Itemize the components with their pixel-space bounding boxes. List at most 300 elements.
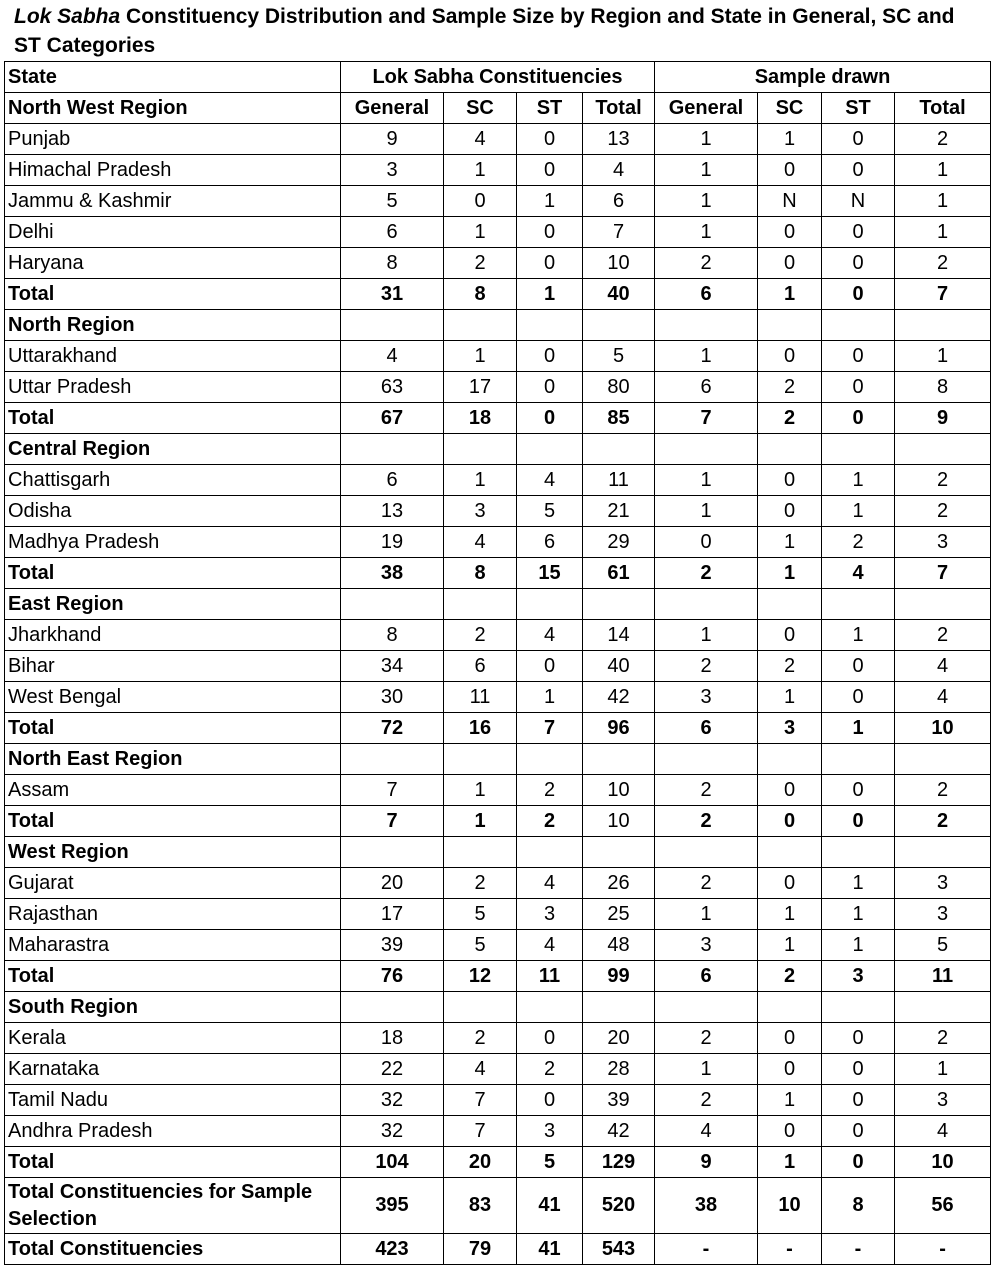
table-cell [895, 992, 991, 1023]
column-header: ST [822, 93, 895, 124]
state-name: Delhi [5, 217, 341, 248]
table-cell: 1 [822, 465, 895, 496]
table-cell: 2 [895, 775, 991, 806]
table-cell: 5 [517, 496, 583, 527]
table-cell [583, 310, 655, 341]
table-cell: 10 [758, 1178, 822, 1234]
total-row [5, 1147, 991, 1178]
table-cell [655, 310, 758, 341]
table-cell: 1 [655, 155, 758, 186]
table-cell: 4 [444, 1054, 517, 1085]
table-cell: 39 [583, 1085, 655, 1116]
state-name: Jharkhand [5, 620, 341, 651]
table-cell: 38 [655, 1178, 758, 1234]
table-cell: 2 [517, 1054, 583, 1085]
table-cell: 31 [341, 279, 444, 310]
table-cell: 0 [758, 1054, 822, 1085]
table-cell: 3 [822, 961, 895, 992]
table-cell: 29 [583, 527, 655, 558]
header-lok-sabha-constituencies: Lok Sabha Constituencies [341, 62, 655, 93]
table-cell: 1 [758, 124, 822, 155]
table-cell: 2 [655, 1023, 758, 1054]
table-cell: 1 [655, 124, 758, 155]
table-cell: 1 [444, 217, 517, 248]
table-cell [517, 744, 583, 775]
table-cell [655, 589, 758, 620]
table-cell: 3 [517, 1116, 583, 1147]
region-label: East Region [5, 589, 341, 620]
table-cell: 26 [583, 868, 655, 899]
table-cell: 32 [341, 1116, 444, 1147]
table-cell [517, 310, 583, 341]
total-label: Total [5, 558, 341, 589]
header-row-columns [5, 93, 991, 124]
table-cell: 8 [822, 1178, 895, 1234]
table-cell: 1 [444, 806, 517, 837]
table-cell: 5 [444, 930, 517, 961]
table-cell [822, 744, 895, 775]
table-cell: 0 [517, 155, 583, 186]
table-cell: 395 [341, 1178, 444, 1234]
table-cell: 4 [341, 341, 444, 372]
table-cell: 1 [895, 186, 991, 217]
table-cell: 1 [517, 279, 583, 310]
table-cell: 0 [822, 775, 895, 806]
table-cell: 1 [758, 930, 822, 961]
table-cell: 9 [655, 1147, 758, 1178]
table-cell: 2 [444, 620, 517, 651]
table-cell: 99 [583, 961, 655, 992]
table-cell: 42 [583, 682, 655, 713]
table-cell [341, 589, 444, 620]
table-cell: 83 [444, 1178, 517, 1234]
table-cell: 14 [583, 620, 655, 651]
table-cell: 4 [583, 155, 655, 186]
table-cell: 6 [655, 372, 758, 403]
table-cell [517, 837, 583, 868]
table-cell: 1 [655, 217, 758, 248]
total-label: Total [5, 1147, 341, 1178]
table-cell: 5 [895, 930, 991, 961]
table-cell: 1 [655, 1054, 758, 1085]
table-cell: 0 [758, 341, 822, 372]
table-cell [341, 744, 444, 775]
state-name: Rajasthan [5, 899, 341, 930]
title-italic: Lok Sabha [14, 5, 121, 28]
table-cell: N [758, 186, 822, 217]
header-sample-drawn: Sample drawn [655, 62, 991, 93]
table-cell [758, 589, 822, 620]
table-cell [758, 310, 822, 341]
table-cell: 1 [758, 899, 822, 930]
table-row [5, 372, 991, 403]
table-cell: 5 [444, 899, 517, 930]
table-cell: 0 [822, 1116, 895, 1147]
table-cell: 3 [655, 682, 758, 713]
table-cell: 0 [822, 1085, 895, 1116]
table-cell: 13 [583, 124, 655, 155]
table-cell: 40 [583, 651, 655, 682]
table-cell: 4 [517, 930, 583, 961]
column-header: ST [517, 93, 583, 124]
region-row [5, 310, 991, 341]
table-cell: 1 [655, 620, 758, 651]
table-cell [758, 992, 822, 1023]
table-cell: 2 [895, 248, 991, 279]
total-row [5, 279, 991, 310]
table-cell: 0 [758, 1116, 822, 1147]
table-cell: 5 [517, 1147, 583, 1178]
table-cell [583, 992, 655, 1023]
table-cell: 18 [341, 1023, 444, 1054]
table-cell: 6 [583, 186, 655, 217]
table-cell: 0 [758, 496, 822, 527]
table-cell: 7 [583, 217, 655, 248]
table-cell [341, 310, 444, 341]
table-cell: 56 [895, 1178, 991, 1234]
table-cell: 1 [444, 341, 517, 372]
table-cell: 2 [895, 1023, 991, 1054]
table-cell [822, 434, 895, 465]
table-cell: 1 [895, 217, 991, 248]
table-cell: 96 [583, 713, 655, 744]
table-cell: 13 [341, 496, 444, 527]
table-cell: 1 [444, 155, 517, 186]
table-cell: 129 [583, 1147, 655, 1178]
table-row [5, 651, 991, 682]
table-cell: 1 [655, 341, 758, 372]
table-row [5, 496, 991, 527]
table-cell: 0 [758, 806, 822, 837]
table-cell: 0 [758, 620, 822, 651]
table-cell: 1 [822, 713, 895, 744]
table-cell: 2 [895, 806, 991, 837]
table-cell: 48 [583, 930, 655, 961]
table-cell: 38 [341, 558, 444, 589]
table-cell: 4 [517, 868, 583, 899]
table-cell: 2 [517, 775, 583, 806]
table-cell: 10 [583, 775, 655, 806]
table-cell: 2 [655, 558, 758, 589]
total-row [5, 403, 991, 434]
region-row [5, 589, 991, 620]
table-cell [822, 310, 895, 341]
table-cell: 4 [895, 1116, 991, 1147]
state-name: Uttarakhand [5, 341, 341, 372]
table-cell [583, 589, 655, 620]
table-cell: 7 [341, 775, 444, 806]
table-cell: 2 [444, 248, 517, 279]
table-cell: 10 [895, 713, 991, 744]
table-cell [444, 992, 517, 1023]
table-row [5, 1116, 991, 1147]
table-cell: 20 [444, 1147, 517, 1178]
table-cell: 34 [341, 651, 444, 682]
table-cell: 0 [758, 868, 822, 899]
table-row [5, 155, 991, 186]
table-cell: - [822, 1234, 895, 1265]
table-cell: 1 [895, 1054, 991, 1085]
table-cell: 0 [517, 1023, 583, 1054]
table-cell: 4 [444, 124, 517, 155]
table-cell: 80 [583, 372, 655, 403]
table-cell [655, 434, 758, 465]
table-cell: 1 [655, 186, 758, 217]
table-cell [583, 837, 655, 868]
table-cell: 0 [758, 465, 822, 496]
total-label: Total [5, 713, 341, 744]
table-cell: 3 [444, 496, 517, 527]
table-cell: 4 [655, 1116, 758, 1147]
table-cell: 1 [655, 899, 758, 930]
table-cell: 2 [758, 403, 822, 434]
table-cell: 0 [517, 124, 583, 155]
region-label: South Region [5, 992, 341, 1023]
table-cell: 0 [758, 248, 822, 279]
table-cell: 3 [895, 527, 991, 558]
table-cell: 1 [822, 868, 895, 899]
table-cell: 7 [895, 558, 991, 589]
table-cell [758, 744, 822, 775]
table-row [5, 1023, 991, 1054]
region-label: North West Region [5, 93, 341, 124]
table-cell: 1 [655, 465, 758, 496]
table-cell: 40 [583, 279, 655, 310]
table-cell: 1 [758, 527, 822, 558]
table-cell: 17 [444, 372, 517, 403]
table-row [5, 124, 991, 155]
table-cell: 0 [822, 279, 895, 310]
table-cell: 16 [444, 713, 517, 744]
table-cell: 1 [822, 930, 895, 961]
table-cell [822, 837, 895, 868]
table-cell: 2 [895, 124, 991, 155]
state-name: Chattisgarh [5, 465, 341, 496]
table-cell: 0 [822, 1023, 895, 1054]
total-label: Total [5, 961, 341, 992]
table-cell: 20 [583, 1023, 655, 1054]
table-cell [444, 744, 517, 775]
table-cell: 17 [341, 899, 444, 930]
table-row [5, 868, 991, 899]
table-cell: 19 [341, 527, 444, 558]
table-cell [444, 310, 517, 341]
table-cell: 3 [758, 713, 822, 744]
table-cell: 4 [517, 465, 583, 496]
region-label: North East Region [5, 744, 341, 775]
table-cell: 0 [758, 775, 822, 806]
table-row [5, 775, 991, 806]
table-cell: 2 [655, 775, 758, 806]
table-row [5, 620, 991, 651]
table-cell: 6 [655, 279, 758, 310]
table-cell: 104 [341, 1147, 444, 1178]
title-rest: Constituency Distribution and Sample Size by Region and State in General, SC and ST Categories [14, 5, 955, 57]
table-cell: 2 [444, 1023, 517, 1054]
table-cell: 1 [895, 341, 991, 372]
table-cell: N [822, 186, 895, 217]
table-row [5, 899, 991, 930]
table-cell: 9 [895, 403, 991, 434]
table-cell: 18 [444, 403, 517, 434]
table-cell: 22 [341, 1054, 444, 1085]
table-cell: 21 [583, 496, 655, 527]
state-name: Assam [5, 775, 341, 806]
state-name: Odisha [5, 496, 341, 527]
table-cell: 11 [444, 682, 517, 713]
table-cell: 1 [517, 682, 583, 713]
state-name: Madhya Pradesh [5, 527, 341, 558]
table-row [5, 341, 991, 372]
state-name: Tamil Nadu [5, 1085, 341, 1116]
region-label: West Region [5, 837, 341, 868]
table-cell: 11 [517, 961, 583, 992]
table-cell: 7 [444, 1085, 517, 1116]
table-cell: 1 [758, 558, 822, 589]
table-cell: 1 [895, 155, 991, 186]
table-cell: 39 [341, 930, 444, 961]
total-label: Total Constituencies [5, 1234, 341, 1265]
header-row-groups [5, 62, 991, 93]
table-cell: 5 [341, 186, 444, 217]
table-cell: 0 [517, 217, 583, 248]
constituency-table [4, 61, 991, 1265]
table-cell: 6 [517, 527, 583, 558]
table-cell: 7 [895, 279, 991, 310]
total-label: Total [5, 279, 341, 310]
table-cell: 0 [758, 217, 822, 248]
state-name: Andhra Pradesh [5, 1116, 341, 1147]
table-cell: 67 [341, 403, 444, 434]
table-cell: 2 [655, 651, 758, 682]
region-row [5, 434, 991, 465]
state-name: Himachal Pradesh [5, 155, 341, 186]
table-cell: 0 [517, 403, 583, 434]
total-label: Total Constituencies for Sample Selection [5, 1178, 341, 1234]
table-cell [517, 589, 583, 620]
column-header: General [341, 93, 444, 124]
table-cell: 10 [895, 1147, 991, 1178]
table-cell: 9 [341, 124, 444, 155]
table-cell: 1 [758, 682, 822, 713]
table-cell: 2 [895, 465, 991, 496]
table-cell: 15 [517, 558, 583, 589]
table-cell: 79 [444, 1234, 517, 1265]
state-name: Bihar [5, 651, 341, 682]
table-cell [758, 434, 822, 465]
table-cell: 2 [655, 868, 758, 899]
table-cell [895, 589, 991, 620]
total-row [5, 806, 991, 837]
table-cell: 0 [517, 651, 583, 682]
table-cell: 4 [895, 651, 991, 682]
table-cell: 2 [758, 961, 822, 992]
table-cell: 3 [517, 899, 583, 930]
region-row [5, 992, 991, 1023]
table-cell: 0 [822, 124, 895, 155]
table-cell: 0 [444, 186, 517, 217]
region-row [5, 744, 991, 775]
table-cell [444, 837, 517, 868]
table-cell: 6 [341, 465, 444, 496]
table-cell: 0 [822, 248, 895, 279]
table-cell: 10 [583, 248, 655, 279]
table-cell: 1 [758, 1147, 822, 1178]
table-cell: 5 [583, 341, 655, 372]
table-cell [341, 434, 444, 465]
table-cell: 520 [583, 1178, 655, 1234]
state-name: Kerala [5, 1023, 341, 1054]
table-cell: 1 [822, 620, 895, 651]
table-cell: 1 [822, 899, 895, 930]
table-cell [517, 992, 583, 1023]
table-cell [655, 744, 758, 775]
table-cell: 1 [444, 775, 517, 806]
column-header: SC [444, 93, 517, 124]
table-cell [822, 589, 895, 620]
table-cell: 6 [341, 217, 444, 248]
state-name: West Bengal [5, 682, 341, 713]
table-cell [444, 589, 517, 620]
table-cell: 41 [517, 1178, 583, 1234]
table-cell: 6 [655, 961, 758, 992]
table-cell: 8 [341, 248, 444, 279]
total-row [5, 1178, 991, 1234]
table-row [5, 186, 991, 217]
table-cell [583, 744, 655, 775]
table-cell: 1 [444, 465, 517, 496]
state-name: Karnataka [5, 1054, 341, 1085]
table-cell [517, 434, 583, 465]
column-header: Total [583, 93, 655, 124]
table-cell: 2 [655, 1085, 758, 1116]
table-cell: 11 [583, 465, 655, 496]
table-cell: 4 [517, 620, 583, 651]
table-cell: 2 [758, 651, 822, 682]
table-cell [895, 310, 991, 341]
total-row [5, 713, 991, 744]
table-cell: - [758, 1234, 822, 1265]
table-cell: 4 [822, 558, 895, 589]
table-cell: 7 [655, 403, 758, 434]
table-cell: 72 [341, 713, 444, 744]
state-name: Maharastra [5, 930, 341, 961]
table-cell: 0 [822, 682, 895, 713]
table-cell: 1 [758, 279, 822, 310]
table-cell: 1 [758, 1085, 822, 1116]
table-cell [583, 434, 655, 465]
table-cell [895, 434, 991, 465]
table-row [5, 1054, 991, 1085]
table-cell [822, 992, 895, 1023]
table-cell: 0 [822, 372, 895, 403]
table-row [5, 217, 991, 248]
table-row [5, 1085, 991, 1116]
table-cell: 3 [895, 1085, 991, 1116]
table-cell: 6 [444, 651, 517, 682]
table-cell: 0 [517, 372, 583, 403]
table-cell: 25 [583, 899, 655, 930]
table-row [5, 465, 991, 496]
table-cell: 0 [517, 1085, 583, 1116]
table-title [14, 2, 974, 60]
table-cell: 2 [517, 806, 583, 837]
table-cell: 8 [341, 620, 444, 651]
table-row [5, 930, 991, 961]
table-cell: 41 [517, 1234, 583, 1265]
header-state: State [5, 62, 341, 93]
table-cell: 3 [341, 155, 444, 186]
